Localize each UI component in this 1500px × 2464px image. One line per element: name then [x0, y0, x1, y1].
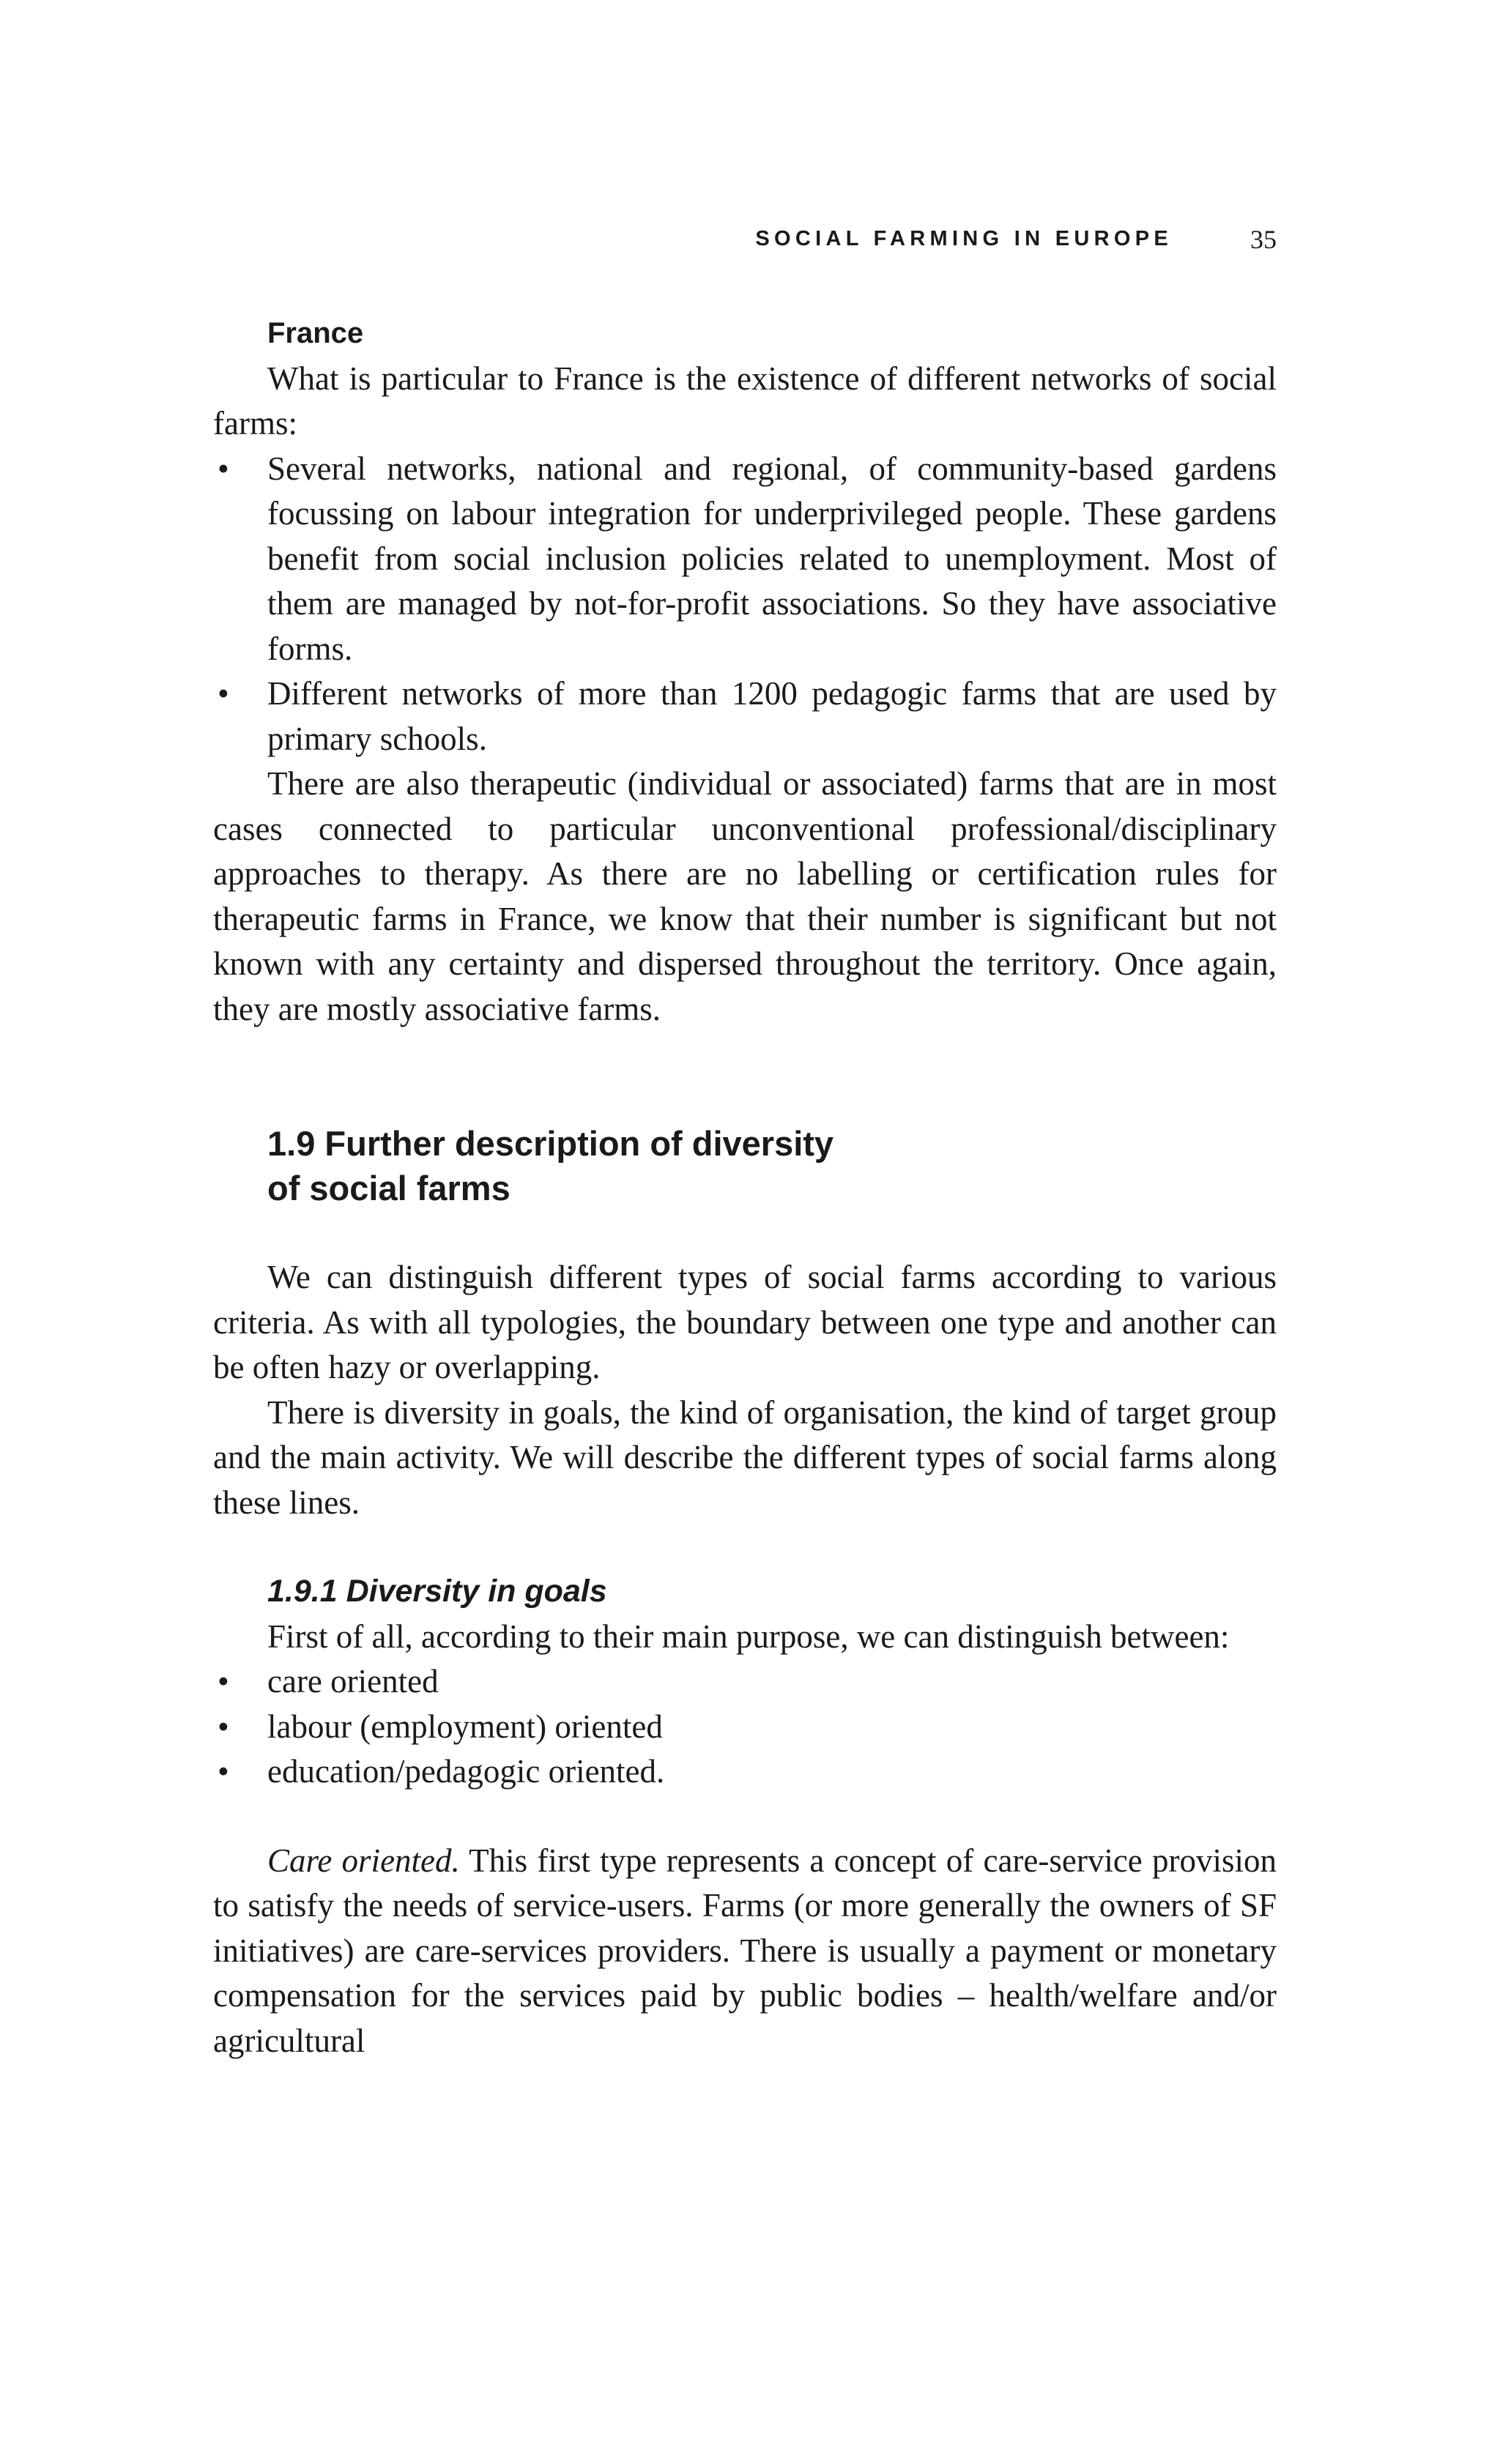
care-oriented-paragraph [213, 1839, 1277, 2064]
subsection-heading: 1.9.1 Diversity in goals [267, 1574, 607, 1609]
bullet-icon: • [218, 450, 229, 487]
care-oriented-text: This first type represents a concept of care-service provision to satisfy the needs of service-users. Farms (or more generally the owners of SF initiatives) are care-services providers. There is usually a payment or monetary compensation for the services paid by public bodies – health/welfare and/or agricultural [213, 1842, 1277, 2059]
running-head [213, 224, 1277, 253]
goals-intro: First of all, according to their main purpose, we can distinguish between: [267, 1618, 1230, 1655]
goals-list [213, 1659, 1277, 1795]
body-text [213, 311, 1277, 2063]
list-item [213, 1659, 1277, 1705]
list-item-text: care oriented [267, 1663, 439, 1700]
typology-paragraph: We can distinguish different types of social farms according to various criteria. As with all typologies, the boundary between one type and another can be often hazy or overlapping. [213, 1259, 1277, 1385]
section-spacer [213, 1032, 1277, 1121]
list-item [213, 1749, 1277, 1795]
list-item [213, 447, 1277, 672]
page-number: 35 [1250, 225, 1277, 254]
running-title: SOCIAL FARMING IN EUROPE [755, 227, 1173, 250]
diversity-paragraph: There is diversity in goals, the kind of organisation, the kind of target group and the main activity. We will describe the different types of social farms along these lines. [213, 1393, 1277, 1521]
france-networks-list [213, 447, 1277, 762]
section-spacer [213, 1525, 1277, 1569]
list-item [213, 1705, 1277, 1750]
therapeutic-farms-paragraph: There are also therapeutic (individual or associated) farms that are in most cases connected to particular unconventional professional/disciplinary approaches to therapy. As there are no labelling or certification rules for therapeutic farms in France, we know that their number is significant but not known with any certainty and dispersed throughout the territory. Once again, they are mostly associative farms. [213, 765, 1277, 1027]
bullet-icon: • [218, 675, 229, 712]
section-spacer [213, 1795, 1277, 1839]
france-intro: What is particular to France is the existence of different networks of social farms: [213, 360, 1277, 442]
list-item-text: Different networks of more than 1200 pedagogic farms that are used by primary schools. [267, 675, 1277, 757]
list-item-text: Several networks, national and regional, of community-based gardens focussing on labour integration for underprivileged people. These gardens benefit from social inclusion policies related to unemployment. Most of them are managed by not-for-profit associations. So they have associative forms. [267, 450, 1277, 667]
care-oriented-lead: Care oriented. [267, 1842, 460, 1879]
list-item-text: labour (employment) oriented [267, 1708, 663, 1745]
list-item-text: education/pedagogic oriented. [267, 1753, 665, 1790]
bullet-icon: • [218, 1753, 229, 1790]
section-heading-line2: of social farms [267, 1169, 510, 1207]
bullet-icon: • [218, 1663, 229, 1700]
section-heading-line1: 1.9 Further description of diversity [267, 1124, 834, 1163]
section-heading [213, 1121, 1277, 1210]
list-item [213, 671, 1277, 762]
bullet-icon: • [218, 1708, 229, 1745]
section-spacer [213, 1210, 1277, 1255]
france-heading: France [267, 317, 364, 349]
